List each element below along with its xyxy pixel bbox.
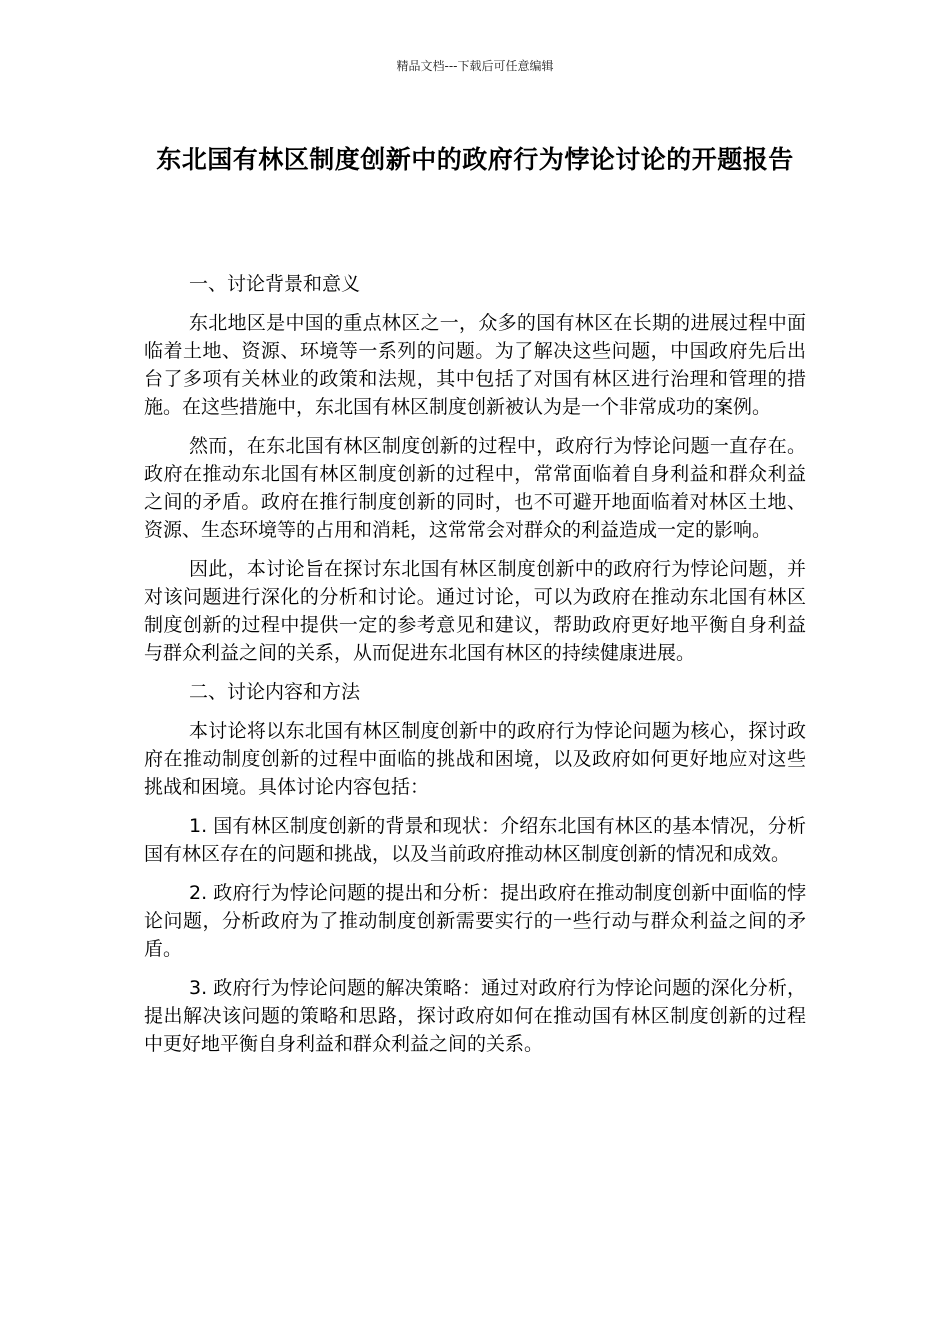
document-title: 东北国有林区制度创新中的政府行为悖论讨论的开题报告 (156, 145, 794, 174)
list-item: 2. 政府行为悖论问题的提出和分析：提出政府在推动制度创新中面临的悖论问题，分析政府为了推动制度创新需要实行的一些行动与群众利益之间的矛盾。 (144, 882, 806, 960)
paragraph: 本讨论将以东北国有林区制度创新中的政府行为悖论问题为核心，探讨政府在推动制度创新的过程中面临的挑战和困境，以及政府如何更好地应对这些挑战和困境。具体讨论内容包括： (144, 720, 806, 798)
paragraph: 然而，在东北国有林区制度创新的过程中，政府行为悖论问题一直存在。政府在推动东北国有林区制度创新的过程中，常常面临着自身利益和群众利益之间的矛盾。政府在推行制度创新的同时，也不可避开地面临着对林区土地、资源、生态环境等的占用和消耗，这常常会对群众的利益造成一定的影响。 (144, 435, 806, 541)
list-item: 3. 政府行为悖论问题的解决策略：通过对政府行为悖论问题的深化分析，提出解决该问题的策略和思路，探讨政府如何在推动国有林区制度创新的过程中更好地平衡自身利益和群众利益之间的关系。 (144, 977, 806, 1055)
paragraph: 东北地区是中国的重点林区之一，众多的国有林区在长期的进展过程中面临着土地、资源、环境等一系列的问题。为了解决这些问题，中国政府先后出台了多项有关林业的政策和法规，其中包括了对国有林区进行治理和管理的措施。在这些措施中，东北国有林区制度创新被认为是一个非常成功的案例。 (144, 312, 806, 418)
list-item: 1. 国有林区制度创新的背景和现状：介绍东北国有林区的基本情况，分析国有林区存在的问题和挑战，以及当前政府推动林区制度创新的情况和成效。 (144, 815, 806, 865)
page-header-note: 精品文档---下载后可任意编辑 (396, 59, 554, 73)
section-heading-content-methods: 二、讨论内容和方法 (189, 681, 361, 703)
document-body (144, 270, 806, 1069)
paragraph: 因此，本讨论旨在探讨东北国有林区制度创新中的政府行为悖论问题，并对该问题进行深化的分析和讨论。通过讨论，可以为政府在推动东北国有林区制度创新的过程中提供一定的参考意见和建议，帮助政府更好地平衡自身利益与群众利益之间的关系，从而促进东北国有林区的持续健康进展。 (144, 558, 806, 664)
section-heading-background: 一、讨论背景和意义 (189, 273, 361, 295)
